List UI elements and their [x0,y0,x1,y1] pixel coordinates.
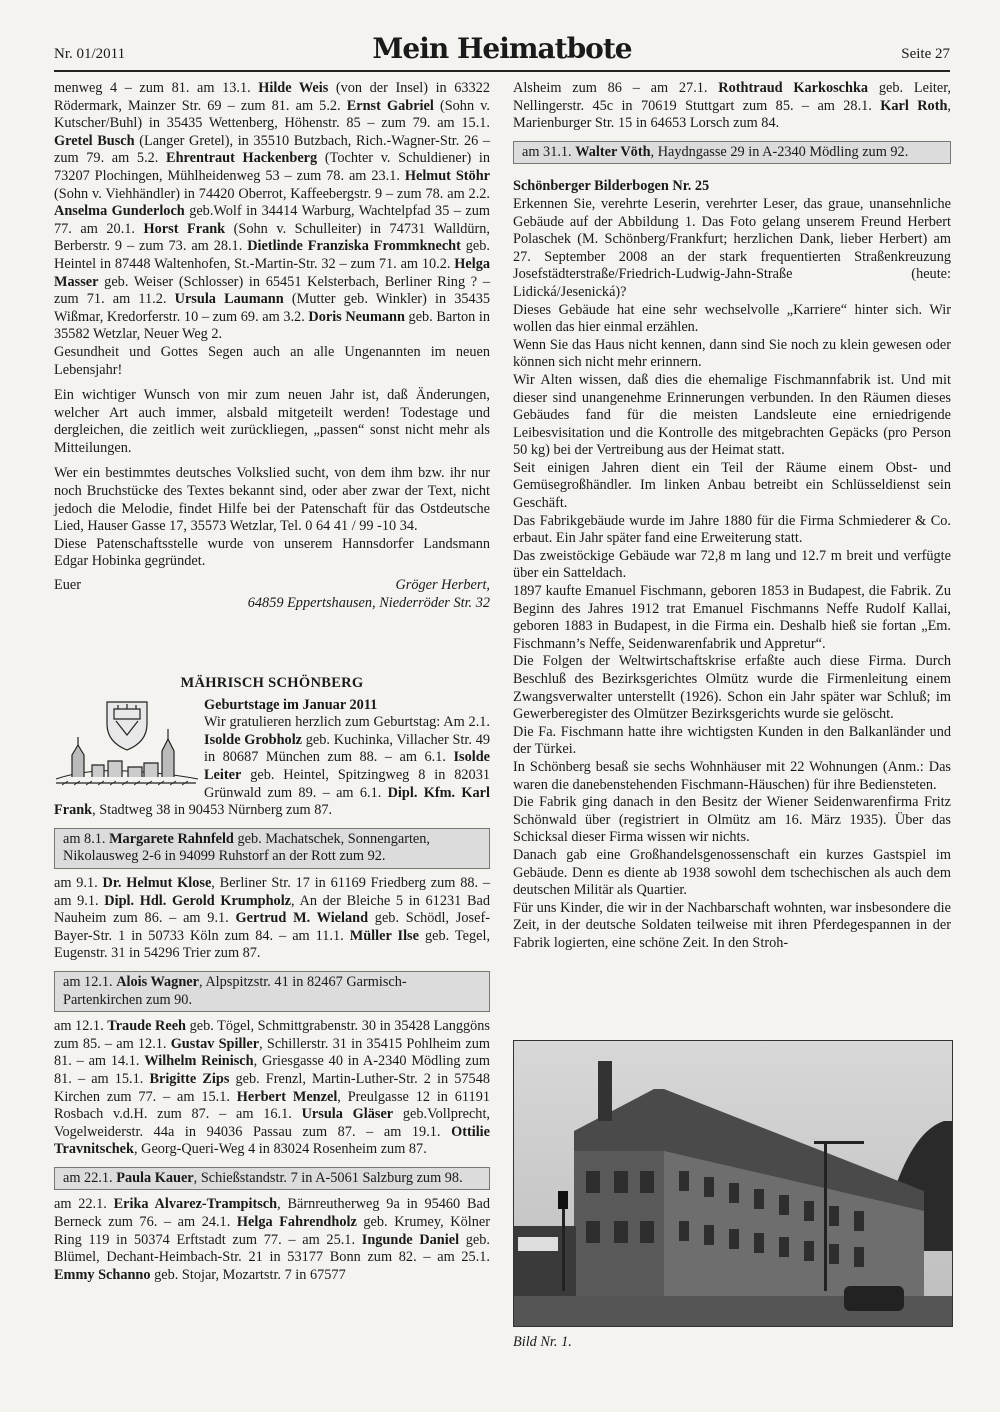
article-paragraph: Das Fabrikgebäude wurde im Jahre 1880 für die Firma Schmiederer & Co. erbaut. Ein Jahr später fand eine Erweiterung statt. [513,512,951,547]
subsection-title: Geburtstage im Januar 2011 [204,696,378,713]
town-crest-icon [52,697,200,787]
person-name: Ottilie Travnitschek [54,1123,490,1158]
person-name: Rothtraud Karkoschka [718,80,869,96]
person-name: Anselma Gunderloch [54,203,185,220]
person-name: Herbert Menzel [236,1088,338,1105]
page-header [54,30,950,70]
person-name: Isolde Leiter [204,749,490,783]
patenschaft-text: Diese Patenschaftsstelle wurde von unserem Hannsdorfer Landsmann Edgar Hobinka gegründet. [54,535,490,570]
person-name: Dipl. Hdl. Gerold Krumpholz [104,892,292,909]
person-name: Müller Ilse [349,927,419,944]
signature-name: Gröger Herbert, [395,577,490,594]
article-paragraph: Das zweistöckige Gebäude war 72,8 m lang und 12.7 m breit und verfügte über ein Satteldach. [513,547,951,582]
person-name: Gustav Spiller [170,1035,260,1052]
person-name: Ernst Gabriel [346,97,434,114]
person-name: Helmut Stöhr [404,167,490,184]
person-name: Emmy Schanno [54,1266,151,1283]
article-body [513,196,951,953]
article-paragraph: Die Folgen der Weltwirtschaftskrise erfaßte auch diese Firma. Durch Beschluß des Bezirksgerichtes Olmütz wurde die Firmenleitung einem Zwangsverwalter unterstellt (1926). Schon ein Jahr später war Schluß; im Gewerberegister des Olmützer Bezirksgerichts wurde sie gelöscht. [513,653,951,723]
person-name: Hilde Weis [258,80,329,96]
person-name: Ehrentraut Hackenberg [166,150,318,167]
birthday-list-intro: menweg 4 – zum 81. am 13.1. Hilde Weis (von der Insel) in 63322 Rödermark, Mainzer Str. 69 – zum 81. am 5.2. Ernst Gabriel (Sohn v. Kutscher/Buhl) in 35435 Wettenberg, Höhenstr. 85 – zum 79. am 15.1. Gretel Busch (Langer Gretel), in 35510 Butzbach, Rich.-Wagner-Str. 26 – zum 79. am 5.2. Ehrentraut Hackenberg (Tochter v. Schuldiener) in 73207 Plochingen, Mühlheidenweg 53 – zum 78. am 23.1. Helmut Stöhr (Sohn v. Viehhändler) in 74420 Oberrot, Kaffeebergstr. 9 – zum 78. am 2.2. Anselma Gunderloch geb.Wolf in 34414 Warburg, Wachtelpfad 35 – zum 77. am 20.1. Horst Frank (Sohn v. Schulleiter) in 74731 Walldürn, Berberstr. 9 – zum 73. am 28.1. Dietlinde Franziska Frommknecht geb. Heintel in 87448 Waltenhofen, St.-Martin-Str. 32 – zum 71. am 10.2. Helga Masser geb. Weiser (Schlosser) in 65451 Kelsterbach, Berliner Ring ? – zum 71. am 11.2. Ursula Laumann (Mutter geb. Winkler) in 35435 Wißmar, Kredorferstr. 10 – zum 69. am 3.2. Doris Neumann geb. Barton in 35582 Wetzlar, Neuer Weg 2. [54,80,491,343]
person-name: Doris Neumann [308,308,405,325]
person-name: Dr. Helmut Klose [102,874,212,891]
person-name: Ursula Gläser [301,1106,394,1123]
person-name: Wilhelm Reinisch [144,1053,254,1070]
person-name: Gretel Busch [54,132,135,149]
person-name: Dipl. Kfm. Karl Frank [54,784,490,819]
article-paragraph: Die Fa. Fischmann hatte ihre wichtigsten Kunden in den Balkanländer und der Türkei. [513,723,951,758]
person-name: Paula Kauer [116,1169,194,1186]
person-name: Walter Vöth [575,143,651,160]
person-name: Brigitte Zips [149,1070,230,1087]
article-paragraph: Seit einigen Jahren dient ein Teil der Räume einem Obst- und Gemüsegroßhändler. Im linken Anbau betreibt ein Schlüsseldienst sein Geschäft. [513,459,951,512]
article-paragraph: Für uns Kinder, die wir in der Nachbarschaft wohnten, war insbesondere die Zeit, in der deutsche Soldaten teilweise mit ihren Pferdegespannen in der Fabrik logierten, eine schöne Zeit. In den Stroh- [513,899,951,951]
page-number: Seite 27 [901,46,950,62]
person-name: Ursula Laumann [174,291,284,308]
issue-number: Nr. 01/2011 [54,46,126,62]
signature-address: 64859 Eppertshausen, Niederröder Str. 32 [247,595,490,612]
birthday-paragraph: Alsheim zum 86 – am 27.1. Rothtraud Karkoschka geb. Leiter, Nellingerstr. 45c in 70619 Stuttgart zum 85. – am 28.1. Karl Roth, Marienburger Str. 15 in 64653 Lorsch zum 84. [513,80,952,132]
highlight-box: am 22.1. Paula Kauer, Schießstandstr. 7 in A-5061 Salzburg zum 98. [54,1167,490,1191]
section-title: MÄHRISCH SCHÖNBERG [180,675,364,692]
person-name: Isolde Grobholz [204,731,303,748]
signature-euer: Euer [54,577,81,594]
article-paragraph: Wenn Sie das Haus nicht kennen, dann sind Sie noch zu klein gewesen oder können sich nicht mehr erinnern. [513,336,951,371]
person-name: Erika Alvarez-Trampitsch [113,1196,278,1213]
person-name: Gertrud M. Wieland [235,910,369,927]
person-name: Margarete Rahnfeld [109,830,234,847]
volkslied-text: Wer ein bestimmtes deutsches Volkslied sucht, von dem ihm bzw. ihr nur noch Bruchstücke des Textes bekannt sind, oder aber zwar der Text, nicht jedoch die Melodie, findet Hilfe bei der Patenschaft für das Ostdeutsche Lied, Hauser Gasse 17, 35573 Wetzlar, Tel. 0 64 41 / 99 -10 34. [54,465,490,535]
highlight-box: am 12.1. Alois Wagner, Alpspitzstr. 41 in 82467 Garmisch-Partenkirchen zum 90. [54,971,490,1012]
wish-text: Ein wichtiger Wunsch von mir zum neuen Jahr ist, daß Änderungen, welcher Art auch immer, alsbald mitgeteilt werden! Todestage und dergleichen, die zeitlich weit zurückliegen, „passen“ sonst nicht mehr als Mitteilungen. [54,387,490,456]
article-paragraph: Die Fabrik ging danach in den Besitz der Wiener Seidenwarenfirma Fritz Schönwald über (registriert in Olmütz am 16. März 1935). Über das Schicksal dieser Firma wissen wir nichts. [513,794,951,846]
person-name: Horst Frank [143,220,226,237]
photo-caption: Bild Nr. 1. [513,1334,572,1350]
person-name: Helga Masser [54,255,490,290]
birthday-paragraph: am 22.1. Erika Alvarez-Trampitsch, Bärnreutherweg 9a in 95460 Bad Berneck zum 76. – am 24.1. Helga Fahrendholz geb. Krumey, Kölner Ring 119 in 50374 Erftstadt zum 77. – am 25.1. Ingunde Daniel geb. Blümel, Dechant-Heimbach-Str. 21 in 53177 Bonn zum 82. – am 25.1. Emmy Schanno geb. Stojar, Mozartstr. 7 in 67577 [54,1196,491,1283]
factory-photo [513,1040,953,1327]
person-name: Traude Reeh [107,1018,187,1035]
article-heading: Schönberger Bilderbogen Nr. 25 [513,178,710,195]
birthday-paragraph: am 12.1. Traude Reeh geb. Tögel, Schmittgrabenstr. 30 in 35428 Langgöns zum 85. – am 12.1. Gustav Spiller, Schillerstr. 31 in 35415 Pohlheim zum 81. – am 14.1. Wilhelm Reinisch, Griesgasse 40 in A-2340 Mödling zum 81. – am 15.1. Brigitte Zips geb. Frenzl, Martin-Luther-Str. 2 in 57548 Kirchen zum 77. – am 15.1. Herbert Menzel, Preulgasse 12 in 61191 Rosbach v.d.H. zum 87. – am 16.1. Ursula Gläser geb.Vollprecht, Vogelweiderstr. 44a in 94036 Passau zum 87. – am 19.1. Ottilie Travnitschek, Georg-Queri-Weg 4 in 83024 Rosenheim zum 87. [54,1018,490,1158]
article-paragraph: In Schönberg besaß sie sechs Wohnhäuser mit 22 Wohnungen (Anm.: Das waren die danebenstehenden Fischmann-Häuschen) für ihre Bediensteten. [513,758,951,793]
article-paragraph: Danach gab eine Großhandelsgenossenschaft ein kurzes Gastspiel im Gebäude. Denn es diente ab 1938 sowohl dem tschechischen als auch dem deutschen Militär als Quartier. [513,846,951,899]
greeting-text: Gesundheit und Gottes Segen auch an alle Ungenannten im neuen Lebensjahr! [54,343,490,378]
birthday-paragraph: am 9.1. Dr. Helmut Klose, Berliner Str. 17 in 61169 Friedberg zum 88. – am 9.1. Dipl. Hdl. Gerold Krumpholz, An der Bleiche 5 in 61231 Bad Nauheim zum 86. – am 9.1. Gertrud M. Wieland geb. Schödl, Josef-Bayer-Str. 1 in 50733 Köln zum 84. – am 11.1. Müller Ilse geb. Tegel, Eugenstr. 31 in 54296 Trier zum 87. [54,874,491,962]
person-name: Karl Roth [880,97,948,114]
right-column [513,80,951,953]
article-paragraph: Erkennen Sie, verehrte Leserin, verehrter Leser, das graue, unansehnliche Gebäude auf der Abbildung 1. Das Foto gelang unserem Freund Herbert Polaschek (M. Schönberg/Frankfurt; herzlichen Dank, lieber Herbert) am 27. September 2008 an der stark frequentierten Straßenkreuzung Josefstädterstraße/Friedrich-Ludwig-Jahn-Straße (heute: Lidická/Jesenická)? [513,195,951,300]
article-paragraph: Dieses Gebäude hat eine sehr wechselvolle „Karriere“ hinter sich. Wir wollen das hier einmal erzählen. [513,301,951,336]
congrats-text: Wir gratulieren herzlich zum Geburtstag: Am 2.1. Isolde Grobholz geb. Kuchinka, Villacher Str. 49 in 80687 München zum 88. – am 6.1. Isolde Leiter geb. Heintel, Spitzingweg 8 in 82031 Grünwald zum 89. – am 6.1. Dipl. Kfm. Karl Frank, Stadtweg 38 in 90453 Nürnberg zum 87. [54,714,490,819]
article-paragraph: 1897 kaufte Emanuel Fischmann, geboren 1853 in Budapest, die Fabrik. Zu Beginn des Jahres 1912 trat Emanuel Fischmanns Neffe Rudolf Kallai, geboren 1883 in Budapest, in die Firma ein. Deshalb hieß sie fortan „Em. Fischmann’s Neffe, Seidenwarenfabrik und Appretur“. [513,583,951,652]
left-column [54,80,490,1284]
person-name: Helga Fahrendholz [236,1214,357,1231]
highlight-box: am 8.1. Margarete Rahnfeld geb. Machatschek, Sonnengarten, Nikolausweg 2-6 in 94099 Ruhstorf an der Rott zum 92. [54,828,490,869]
highlight-box: am 31.1. Walter Vöth, Haydngasse 29 in A-2340 Mödling zum 92. [513,141,951,165]
signature-block [54,577,490,617]
header-rule [54,70,950,72]
article-paragraph: Wir Alten wissen, daß dies die ehemalige Fischmannfabrik ist. Und mit dieser sind unangenehme Erinnerungen verbunden. In den Räumen dieses Gebäudes fand für die meisten Landsleute eine erniedrigende Leibesvisitation und die Kontrolle des mitgebrachten Gepäcks (pro Person 50 kg) bei der Vertreibung aus der Heimat statt. [513,371,951,459]
masthead-logo: Mein Heimatbote [372,32,632,65]
person-name: Dietlinde Franziska Frommknecht [247,238,461,255]
person-name: Alois Wagner [116,973,199,990]
person-name: Ingunde Daniel [361,1231,460,1248]
